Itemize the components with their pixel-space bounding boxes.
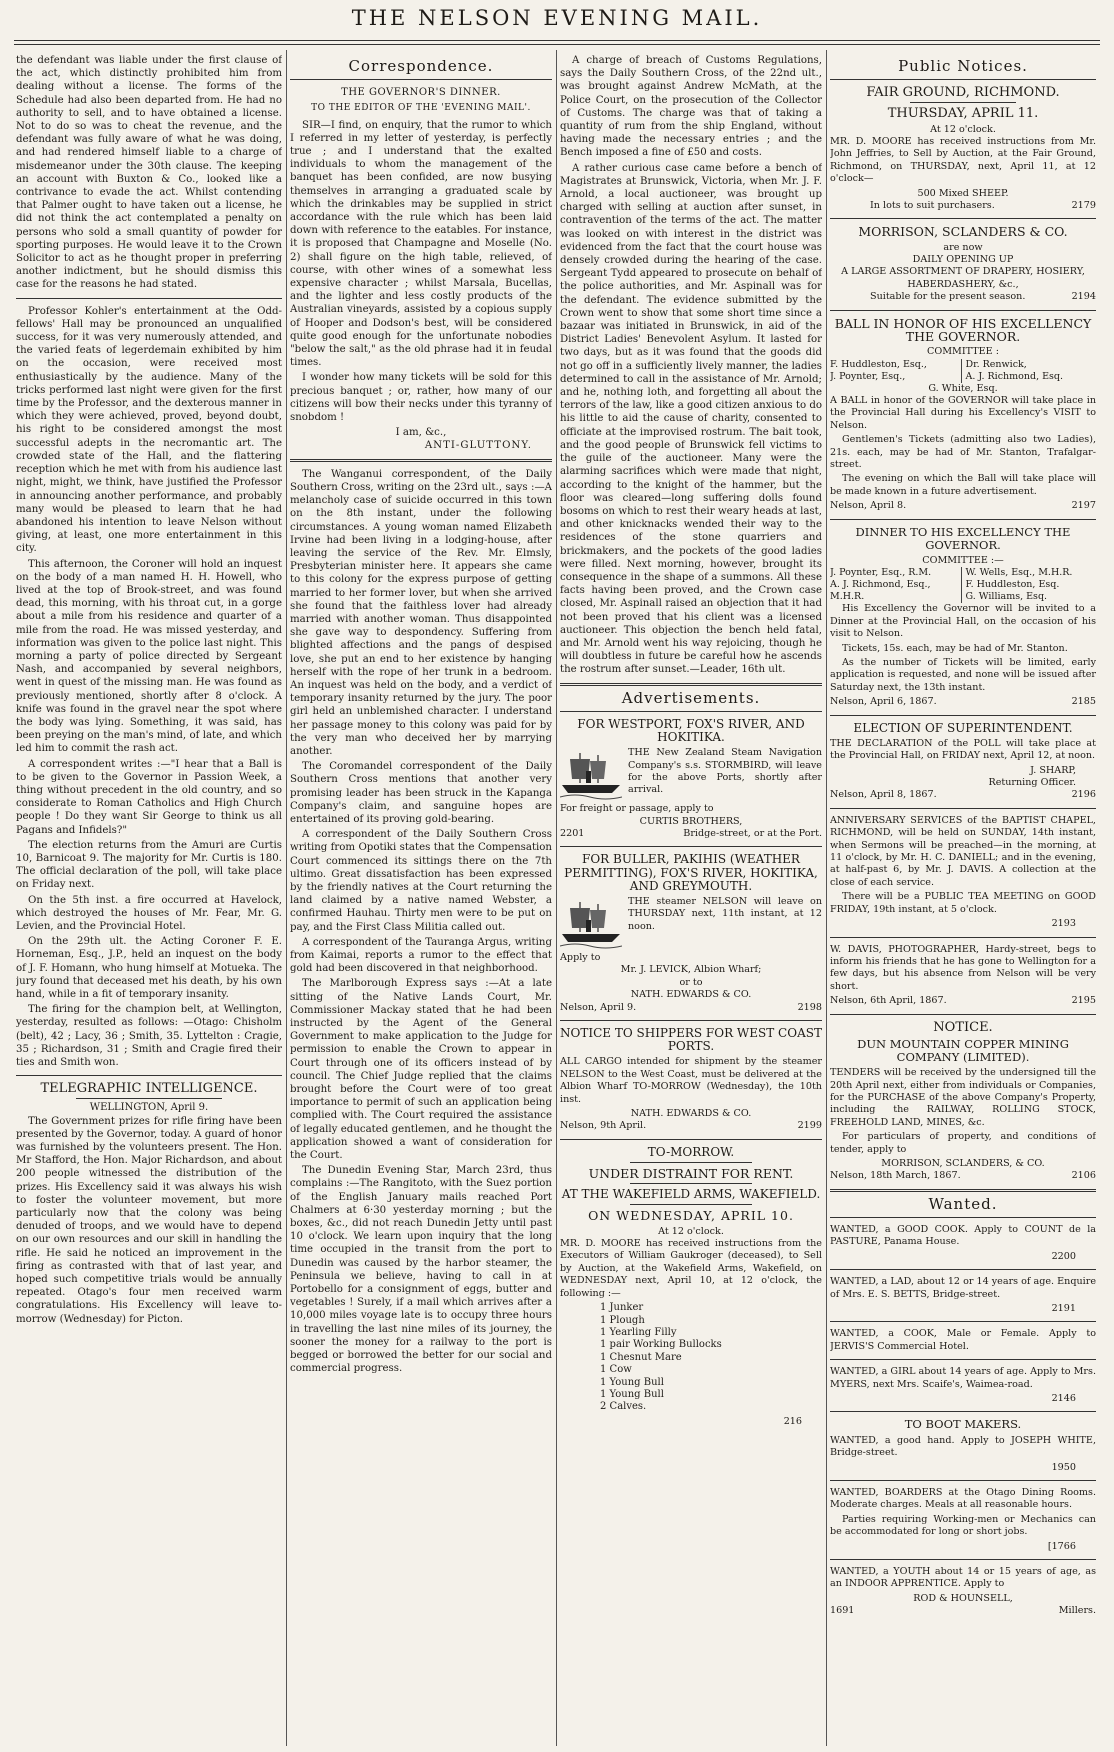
divider [830, 1189, 1096, 1192]
column-4 [830, 54, 1096, 1744]
wanted-role: Millers. [1058, 1605, 1096, 1617]
notice-body: Gentlemen's Tickets (admitting also two Ladies), 21s. each, may be had of Mr. Stanton, Trafalgar-street. [830, 434, 1096, 470]
notice-number: 2195 [1071, 995, 1096, 1007]
ad-or: or to [679, 976, 703, 988]
notice-body: For particulars of property, and conditions of tender, apply to [830, 1131, 1096, 1155]
divider [830, 1359, 1096, 1360]
letter-addressee: TO THE EDITOR OF THE 'EVENING MAIL'. [311, 103, 531, 114]
wanted-signature: ROD & HOUNSELL, [913, 1592, 1013, 1604]
ad-apply: Apply to [560, 951, 601, 963]
column-divider [826, 50, 827, 1746]
ad-date: ON WEDNESDAY, APRIL 10. [588, 1208, 794, 1224]
wanted-number: 2191 [1051, 1303, 1076, 1315]
divider [830, 937, 1096, 938]
wanted-ad: WANTED, a GOOD COOK. Apply to COUNT de la PASTURE, Panama House. [830, 1224, 1096, 1248]
wanted-number: 2200 [1051, 1250, 1076, 1262]
ad-agent: NATH. EDWARDS & CO. [630, 989, 752, 1001]
committee-member: Dr. Renwick, [965, 358, 1027, 370]
notice-number: 2106 [1071, 1170, 1096, 1182]
notice-body: Tickets, 15s. each, may be had of Mr. Stanton. [842, 642, 1068, 654]
notice-title: DINNER TO HIS EXCELLENCY THE GOVERNOR. [855, 524, 1071, 552]
dateline: WELLINGTON, April 9. [89, 1102, 209, 1114]
wanted-number: 1950 [1051, 1461, 1076, 1473]
ad-heading: TO-MORROW. [647, 1144, 735, 1159]
committee-member: F. Huddleston, Esq. [965, 579, 1060, 591]
committee-member: M.H.R. [830, 591, 865, 603]
column-1 [16, 54, 282, 1744]
ad-date: Nelson, April 9. [560, 1001, 637, 1013]
wanted-number: 2146 [1051, 1393, 1076, 1405]
notice-text: DAILY OPENING UP [912, 254, 1014, 266]
ad-number: 2199 [797, 1120, 822, 1132]
wanted-ad: WANTED, a GIRL about 14 years of age. Apply to Mrs. MYERS, next Mrs. Scaife's, Waimea-road. [830, 1366, 1096, 1390]
masthead-rule [14, 40, 1100, 41]
steamship-icon [560, 898, 622, 950]
ad-title: NOTICE TO SHIPPERS FOR WEST COAST PORTS. [560, 1026, 822, 1054]
article-paragraph: A rather curious case came before a bench of Magistrates at Brunswick, Victoria, when Mr. J. F. Arnold, a local auctioneer, was brought up charged with selling at auction after sunset, in contravention of the terms of the act. The matter was looked on with interest in the district was evidenced from the fact that the court house was densely crowded during the hearing of the case. Sergeant Tydd appeared to prosecute on behalf of the police authorities, and Mr. Aspinall was for the defendant. The evidence submitted by the Crown went to show that some short time since a bazaar was initiated in Brunswick, in aid of the District Ladies' Benevolent Asylum. It lasted for two days, but as it was found that the goods did not go off in a sufficiently lively manner, the ladies determined to call in the assistance of Mr. Arnold; and he, nothing loth, and forgetting all about the terrors of the law, like a good citizen anxious to do his little to aid the cause of charity, consented to officiate at the improvised rostrum. The bait took, and the good people of Brunswick fell victims to the guile of the auctioneer. Many were the alarming sacrifices which were made that night, according to the knight of the hammer, but the floor was cleared—long suffering dolls found bosoms on which to rest their weary heads at last, and other knicknacks wended their way to the residences of the stone quarriers and brickmakers, and the pockets of the good ladies were filled. Next morning, however, brought its consequence in the shape of a summons. All these facts having been proved, and the Crown case closed, Mr. Aspinall raised an objection that it had not been proved that his client was a licensed auctioneer. This objection the bench held fatal, and Mr. Arnold went his way rejoicing, though he will doubtless in future be careful how he ascends the rostrum after sunset.—Leader, 16th ult. [560, 162, 822, 676]
ad-body: THE New Zealand Steam Navigation Company's s.s. STORMBIRD, will leave for the above Ports, shortly after arrival. [628, 747, 822, 796]
notice-number: 2179 [1071, 200, 1096, 212]
notice-title: BALL IN HONOR OF HIS EXCELLENCY THE GOVERNOR. [834, 315, 1092, 344]
committee-member: J. Poynter, Esq., [830, 370, 906, 382]
divider [76, 1098, 222, 1099]
section-heading: Public Notices. [898, 57, 1028, 75]
list-item: 1 pair Working Bullocks [600, 1339, 722, 1351]
notice-date: Nelson, April 8, 1867. [830, 789, 937, 801]
notice-date: Nelson, April 8. [830, 500, 907, 512]
article-paragraph: The Coromandel correspondent of the Daily Southern Cross mentions that another very promising leader has been struck in the Kapanga Company's claim, and sanguine hopes are entertained of its proving gold-bearing. [290, 761, 552, 825]
ad-place: AT THE WAKEFIELD ARMS, WAKEFIELD. [561, 1187, 821, 1202]
list-item: 1 Yearling Filly [600, 1326, 677, 1338]
notice-date: Nelson, April 6, 1867. [830, 696, 937, 708]
letter-signature: ANTI-GLUTTONY. [424, 440, 532, 452]
article-paragraph: A correspondent of the Daily Southern Cross writing from Opotiki states that the Compensation Court commenced its sittings there on the 7th ultimo. Great dissatisfaction has been expressed by the friendly natives at the Court returning the land claimed by a native named Webster, a confirmed Hauhau. Thirty men were to be put on pay, and the First Class Militia called out. [290, 829, 552, 933]
ad-title: UNDER DISTRAINT FOR RENT. [588, 1166, 794, 1182]
steamship-icon [560, 749, 622, 801]
letter-paragraph: SIR—I find, on enquiry, that the rumor to which I referred in my letter of yesterday, is perfectly true ; and I understand that the exalted individuals to whom the management of the banquet has been confided, are now busying themselves in arranging a graduated scale by which the drinkables may be supplied in strict accordance with the rule which has been laid down with reference to the eatables. For instance, it is proposed that Champagne and Moselle (No. 2) shall figure on the high table, relieved, of course, with other wines of a somewhat less expensive character ; whilst Marsala, Bucellas, and the lighter and less costly products of the Australian vineyards, assisted by a copious supply of Hooper and Dodson's best, will be considered quite good enough for the unfortunate nobodies "below the salt," as the old phrase had it in feudal times. [290, 119, 552, 369]
divider [830, 310, 1096, 311]
notice-date: Nelson, 6th April, 1867. [830, 995, 947, 1007]
ad-title: FOR WESTPORT, FOX'S RIVER, AND HOKITIKA. [577, 716, 805, 744]
divider [830, 1269, 1096, 1270]
divider [830, 519, 1096, 520]
ad-body: ALL CARGO intended for shipment by the steamer NELSON to the West Coast, must be delivered at the Albion Wharf TO-MORROW (Wednesday), the 10th inst. [560, 1056, 822, 1105]
divider [830, 1480, 1096, 1481]
notice-number: 2194 [1071, 291, 1096, 303]
committee-label: COMMITTEE :— [922, 554, 1004, 566]
notice-body: THE DECLARATION of the POLL will take place at the Provincial Hall, on FRIDAY next, April 12, at noon. [830, 737, 1096, 762]
committee-member: J. Poynter, Esq., R.M. [830, 567, 932, 579]
list-item: 1 Young Bull [600, 1376, 664, 1388]
divider [910, 102, 1016, 103]
divider [16, 1075, 282, 1076]
ad-number: 2198 [797, 1001, 822, 1013]
notice-number: 2193 [1051, 918, 1076, 930]
notice-body: W. DAVIS, PHOTOGRAPHER, Hardy-street, begs to inform his friends that he has gone to Wellington for a few days, but his absence from Nelson will be very short. [830, 943, 1096, 992]
notice-date: THURSDAY, APRIL 11. [887, 106, 1039, 122]
divider [630, 1162, 752, 1163]
notice-title: DUN MOUNTAIN COPPER MINING COMPANY (LIMITED). [857, 1036, 1069, 1064]
divider [560, 1020, 822, 1021]
notice-heading: NOTICE. [933, 1019, 993, 1035]
ad-address: Bridge-street, or at the Port. [683, 827, 822, 839]
wanted-ad: WANTED, BOARDERS at the Otago Dining Rooms. Moderate charges. Meals at all reasonable hours. [830, 1486, 1096, 1511]
divider [560, 683, 822, 686]
article-paragraph: The election returns from the Amuri are Curtis 10, Barnicoat 9. The majority for Mr. Curtis is 180. The official declaration of the poll, will take place on Friday next. [16, 839, 282, 891]
list-item: 1 Young Bull [600, 1388, 664, 1400]
notice-place: FAIR GROUND, RICHMOND. [866, 85, 1060, 101]
column-divider [556, 50, 557, 1746]
divider [830, 715, 1096, 716]
letter-title: THE GOVERNOR'S DINNER. [341, 87, 501, 99]
column-2 [290, 54, 552, 1744]
divider [830, 79, 1096, 80]
divider [560, 1139, 822, 1140]
article-paragraph: A charge of breach of Customs Regulations, says the Daily Southern Cross, of the 22nd ult., was brought against Andrew McMath, at the Police Court, on the prosecution of the Collector of Customs. The charge was that of taking a quantity of rum from the ship England, without having made the necessary entries ; and the Bench imposed a fine of £50 and costs. [560, 55, 822, 159]
committee-member: G. White, Esq. [928, 382, 998, 394]
notice-number: 2185 [1071, 696, 1096, 708]
notice-signature: J. SHARP, [1030, 764, 1076, 776]
notice-text: are now [943, 241, 983, 253]
notice-body: TENDERS will be received by the undersigned till the 20th April next, either from individuals or Companies, for the PURCHASE of the above Company's Property, including the RAILWAY, ROLLING STOCK, FREEHOLD LAND, MINES, &c. [830, 1067, 1096, 1128]
notice-body: ANNIVERSARY SERVICES of the BAPTIST CHAPEL, RICHMOND, will be held on SUNDAY, 14th instant, when Sermons will be preached—in the morning, at 11 o'clock, by Mr. H. C. DANIELL; and in the evening, at half-past 6, by Mr. J. DAVIS. A collection at the close of each service. [830, 814, 1096, 888]
committee-member: G. Williams, Esq. [965, 591, 1048, 603]
article-paragraph: The firing for the champion belt, at Wellington, yesterday, resulted as follows: —Otago: Chisholm (belt), 42 ; Lacy, 36 ; Smith, 35. Lyttelton : Cragie, 35 ; Richardson, 31 ; Smith and Cragie fired their ties and Smith won. [16, 1004, 282, 1069]
notice-number: 2196 [1071, 789, 1096, 801]
article-paragraph: A correspondent writes :—"I hear that a Ball is to be given to the Governor in Passion Week, a thing without precedent in the old country, and so considerate to Roman Catholics and High Church people ! Do they want Sir George to think us all Pagans and Infidels?" [16, 758, 282, 836]
divider [830, 1411, 1096, 1412]
divider [560, 711, 822, 712]
ad-title: FOR BULLER, PAKIHIS (WEATHER PERMITTING), FOX'S RIVER, HOKITIKA, AND GREYMOUTH. [564, 852, 818, 893]
notice-body: As the number of Tickets will be limited, early application is requested, and none will be issued after Saturday next, the 13th instant. [830, 657, 1096, 693]
notice-role: Returning Officer. [988, 777, 1076, 789]
ad-agent: NATH. EDWARDS & CO. [630, 1108, 752, 1120]
article-paragraph: A correspondent of the Tauranga Argus, writing from Kaimai, reports a rumor to the effect that gold had been discovered in that neighborhood. [290, 936, 552, 975]
wanted-ad: WANTED, a good hand. Apply to JOSEPH WHITE, Bridge-street. [830, 1434, 1096, 1459]
notice-signature: MORRISON, SCLANDERS, & CO. [881, 1158, 1045, 1169]
committee-member: F. Huddleston, Esq., [830, 358, 927, 370]
notice-body: A LARGE ASSORTMENT OF DRAPERY, HOSIERY, HABERDASHERY, &c., [841, 266, 1085, 290]
wanted-ad: Parties requiring Working-men or Mechanics can be accommodated for long or short jobs. [830, 1513, 1096, 1538]
notice-text: Suitable for the present season. [870, 291, 1026, 303]
divider [630, 1204, 752, 1205]
ad-agent: CURTIS BROTHERS, [639, 815, 743, 827]
letter-paragraph: I wonder how many tickets will be sold for this precious banquet ; or, rather, how many of our citizens will bow their necks under this tyranny of snobdom ! [290, 372, 552, 424]
article-paragraph: The Government prizes for rifle firing have been presented by the Governor, today. A guard of honor was furnished by the volunteers present. The Hon. Mr Stafford, the Hon. Major Richardson, and about 200 people witnessed the distribution of the prizes. His Excellency said it was always his wish to foster the volunteer movement, but more particularly now that the colony was being denuded of troops, and we would have to depend on our own resources and our skill in handling the rifle. He said he noticed an improvement in the firing as contrasted with that of last year, and hoped such competitive trials would be annually repeated. Otago's four men received warm congratulations. His Excellency will leave to-morrow (Wednesday) for Picton. [16, 1115, 282, 1325]
article-paragraph: On the 5th inst. a fire occurred at Havelock, which destroyed the houses of Mr. Fear, Mr. G. Levien, and the Provincial Hotel. [16, 894, 282, 932]
divider [830, 1014, 1096, 1015]
ad-date: Nelson, 9th April. [560, 1120, 647, 1132]
ad-number: 216 [783, 1415, 802, 1427]
article-paragraph: The Marlborough Express says :—At a late sitting of the Native Lands Court, Mr. Commissioner Mackay stated that he had been instructed by the Agent of the General Government to make application to the Judge for permission to enable the Crown to appear in Court through one of its officers instead of by council. The Chief Judge replied that the claims brought before the Court were of too great importance to permit of such an application being complied with. The Court required the assistance of legally educated gentlemen, and he thought the application showed a want of consideration for the Court. [290, 978, 552, 1162]
committee-member: A. J. Richmond, Esq. [965, 370, 1064, 382]
committee-member: W. Wells, Esq., M.H.R. [965, 567, 1073, 579]
divider [560, 846, 822, 847]
column-3 [560, 54, 822, 1744]
column-divider [286, 50, 287, 1746]
section-heading: Advertisements. [621, 688, 761, 707]
wanted-heading: TO BOOT MAKERS. [904, 1417, 1022, 1432]
divider [630, 1183, 752, 1184]
list-item: 1 Plough [600, 1314, 645, 1326]
ad-body: MR. D. MOORE has received instructions from the Executors of William Gaukroger (deceased), to Sell by Auction, at the Wakefield Arms, Wakefield, on WEDNESDAY next, April 10, at 12 o'clock, the following :— [560, 1238, 822, 1299]
article-paragraph: the defendant was liable under the first clause of the act, which distinctly prohibited him from dealing without a license. The forms of the Schedule had also been departed from. He had no authority to sell, and to have obtained a license. Not to do so was to cheat the revenue, and the defendant was fully aware of what he was doing, and had rendered himself liable to a charge of misdemeanor under the 30th clause. The keeping an account with Buxton & Co., looked like a contrivance to evade the act. Whilst contending that Palmer ought to have taken out a license, he did not think the act contemplated a penalty on persons who sold a small quantity of powder for sporting purposes. He would leave it to the Crown Solicitor to act as he thought proper in preferring another indictment, but he should dismiss this case for the reasons he had stated. [16, 55, 282, 291]
notice-title: ELECTION OF SUPERINTENDENT. [853, 720, 1073, 735]
committee-member: A. J. Richmond, Esq., [830, 579, 931, 591]
wanted-number: 1691 [830, 1605, 855, 1617]
divider [830, 218, 1096, 219]
divider [830, 808, 1096, 809]
article-paragraph: Professor Kohler's entertainment at the Odd-fellows' Hall may be pronounced an unqualified success, for it was very numerously attended, and the varied feats of legerdemain exhibited by him on the occasion, were received most enthusiastically by the audience. Many of the tricks performed last night were given for the first time by the Professor, and the dexterous manner in which they were achieved, proved, beyond doubt, his right to be considered amongst the most successful adepts in the necromantic art. The crowded state of the Hall, and the flattering reception which he met with from his audience last night, might, we think, have justified the Professor in announcing another performance, and probably many would be pleased to learn that he had abandoned his intention to leave Nelson without giving, at least, one more entertainment in this city. [16, 305, 282, 555]
ad-body: THE steamer NELSON will leave on THURSDAY next, 11th instant, at 12 noon. [628, 895, 822, 932]
divider [830, 1217, 1096, 1218]
item-list [600, 1302, 822, 1414]
divider [830, 1321, 1096, 1322]
divider [290, 79, 552, 80]
notice-item: 500 Mixed SHEEP. [917, 187, 1009, 199]
notice-body: MR. D. MOORE has received instructions from Mr. John Jeffries, to Sell by Auction, at the Fair Ground, Richmond, on THURSDAY, next, April 11, at 12 o'clock— [830, 136, 1096, 185]
article-paragraph: The Wanganui correspondent, of the Daily Southern Cross, writing on the 23rd ult., says :—A melancholy case of suicide occurred in this town on the 8th instant, under the following circumstances. A young woman named Elizabeth Irvine had been living in a lodging-house, after leaving the service of the Rev. Mr. Elmsly, Presbyterian minister here. It appears she came to this colony for the express purpose of getting married to her former lover, but when she arrived she found that the faithless lover had already married with another woman. Thus disappointed she gave way to despondency. Suffering from blighted affections and the pangs of despised love, she put an end to her existence by hanging herself with the rope of her trunk in a bedroom. An inquest was held on the body, and a verdict of temporary insanity returned by the jury. The poor girl held an unblemished character. I understand her passage money to this colony was paid for by the very man who deceived her by marrying another. [290, 468, 552, 757]
notice-body: The evening on which the Ball will take place will be made known in a future advertisement. [830, 473, 1096, 497]
section-heading: TELEGRAPHIC INTELLIGENCE. [40, 1081, 258, 1097]
article-paragraph: This afternoon, the Coroner will hold an inquest on the body of a man named H. H. Howell, who lived at the top of Brook-street, and was found dead, this morning, with his throat cut, in a gorge about a mile from his residence and quarter of a mile from the road. He was missed yesterday, and information was given to the police last night. This morning a party of police directed by Sergeant Nash, and accompanied by several neighbors, went in quest of the missing man. He was found as previously mentioned, shortly after 8 o'clock. A knife was found in the gravel near the spot where the body was lying. Something, it was said, has been preying on the man's mind, of late, and which led him to commit the rash act. [16, 558, 282, 755]
notice-lots: In lots to suit purchasers. [870, 200, 995, 212]
notice-date: Nelson, 18th March, 1867. [830, 1170, 961, 1182]
wanted-ad: WANTED, a LAD, about 12 or 14 years of age. Enquire of Mrs. E. S. BETTS, Bridge-street. [830, 1276, 1096, 1300]
masthead: THE NELSON EVENING MAIL. [351, 6, 763, 30]
notice-time: At 12 o'clock. [930, 123, 996, 135]
list-item: 1 Junker [600, 1302, 644, 1314]
wanted-ad: WANTED, a YOUTH about 14 or 15 years of age, as an INDOOR APPRENTICE. Apply to [830, 1565, 1096, 1590]
ad-number: 2201 [560, 827, 585, 839]
masthead-rule-2 [14, 44, 1100, 45]
list-item: 2 Calves. [600, 1401, 647, 1413]
list-item: 1 Cow [600, 1364, 632, 1376]
letter-close: I am, &c., [395, 427, 447, 439]
divider [290, 459, 552, 462]
notice-body: A BALL in honor of the GOVERNOR will take place in the Provincial Hall during his Excellency's VISIT to Nelson. [830, 394, 1096, 431]
ad-agent: Mr. J. LEVICK, Albion Wharf; [620, 964, 762, 976]
article-paragraph: On the 29th ult. the Acting Coroner F. E. Horneman, Esq., J.P., held an inquest on the body of J. F. Homann, who hung himself at Motueka. The jury found that deceased met his death, by his own hand, while in a fit of temporary insanity. [16, 936, 282, 1001]
article-paragraph: The Dunedin Evening Star, March 23rd, thus complains :—The Rangitoto, with the Suez portion of the English January mails reached Port Chalmers at 6·30 yesterday morning ; but the boxes, &c., did not reach Dunedin Jetty until past 10 o'clock. We learn upon inquiry that the long time occupied in the transit from the port to Dunedin was caused by the harbor steamer, the Peninsula we believe, having to call in at Portobello for a consignment of eggs, butter and vegetables ! Surely, if a mail which arrives after a 10,000 miles voyage late is to occupy three hours in travelling the last nine miles of its journey, the sooner the money for a railway to the port is begged or borrowed the better for our social and commercial progress. [290, 1165, 552, 1375]
list-item: 1 Chesnut Mare [600, 1351, 682, 1363]
notice-body: His Excellency the Governor will be invited to a Dinner at the Provincial Hall, on the occasion of his visit to Nelson. [830, 603, 1096, 640]
section-heading: Wanted. [928, 1194, 998, 1213]
divider [16, 298, 282, 299]
section-heading: Correspondence. [348, 57, 494, 75]
notice-body: There will be a PUBLIC TEA MEETING on GOOD FRIDAY, 19th instant, at 5 o'clock. [830, 891, 1096, 915]
committee-label: COMMITTEE : [927, 346, 999, 358]
wanted-number: [1766 [1047, 1540, 1076, 1552]
notice-number: 2197 [1071, 500, 1096, 512]
notice-title: MORRISON, SCLANDERS & CO. [858, 224, 1068, 240]
divider [830, 1559, 1096, 1560]
ad-apply: For freight or passage, apply to [560, 803, 714, 815]
wanted-ad: WANTED, a COOK, Male or Female. Apply to JERVIS'S Commercial Hotel. [830, 1328, 1096, 1352]
ad-time: At 12 o'clock. [658, 1225, 724, 1237]
